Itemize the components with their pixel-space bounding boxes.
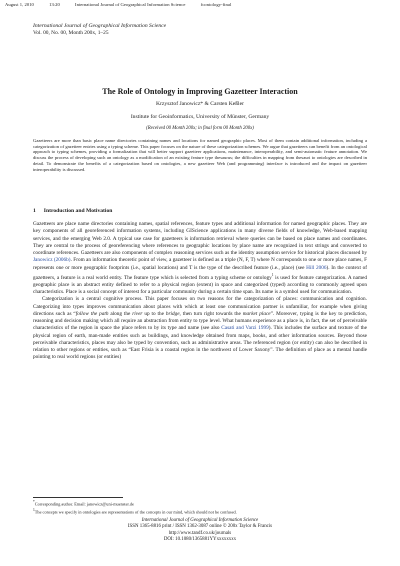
- text-run: . From an information theoretic point of view, a gazetteer is defined as a triple (N, F, T) where N corresponds to one or more place names, F represents one or more geographic footprints (i.e., spatial locations) and T is the type of the described feature (i.e., place) (see: [33, 257, 367, 271]
- text-run: Gazetteers are place name directories containing names, spatial references, feature types and additional information for named geographic places. They are key components of all georeferenced information systems, including GIScience applications in many diverse fields of knowledge, Web-based mapping services, and the emerging Web 2.0. A typical use case for gazetteers is information retrieval where queries can be based on place names and coordinates. They are central to the process of georeferencing where references to geographic locations by place name are recognized in text strings and converted to coordinate references. Gazetteers are also components of complex reasoning services such as the identity assumption service for historical places discussed by: [33, 221, 367, 256]
- text-run: Categorization is a central cognitive process. This paper focuses on two reasons for the categorization of places: communication and cognition. Categorizing into types improves communication about places with which at least one communication partner is unfamiliar, for example when giving directions such as “: [33, 296, 367, 317]
- text-run: , then turn right towards the: [179, 310, 243, 317]
- received-line: (Received 00 Month 200x; in final form 00 Month 200x): [146, 126, 254, 131]
- text-run: along the: [108, 310, 133, 317]
- citation-link[interactable]: Janowicz (2006b): [33, 257, 71, 264]
- body-text: [33, 221, 367, 362]
- running-header-journal: International Journal of Geographical Information Science: [75, 2, 186, 7]
- footnote-mark: *: [33, 500, 35, 504]
- footnote-text: Corresponding author. Email: janowicz@uni-muenster.de: [34, 501, 134, 507]
- footnote-1: [33, 500, 367, 506]
- text-run: ). In the context of gazetteers, a feature is a real world entity. The feature type which is selected from a typing scheme or ontology: [33, 264, 367, 281]
- section-number: 1: [33, 208, 36, 214]
- paragraph-1: [33, 221, 367, 296]
- text-run: ”. Moreover, typing is the key to prediction, reasoning and decision making which all require an abstraction from entity to type level. What humans experience as a place is, in fact, the set of perceivable characteristics of the region in space the place refers to by its type and name (see also: [33, 310, 367, 332]
- paragraph-2: [33, 296, 367, 361]
- paper-title: The Role of Ontology in Improving Gazetteer Interaction: [102, 87, 298, 96]
- footnote-text: The concepts we specify in ontologies are representations of the concepts in our mind, which should not be confused.: [34, 509, 237, 515]
- citation-link[interactable]: Hill 2006: [306, 264, 327, 271]
- footnote-mark: 1: [33, 508, 35, 512]
- authors: Krzysztof Janowicz* & Carsten Keßler: [156, 101, 244, 107]
- footer-journal: International Journal of Geographical Information Science: [141, 518, 259, 523]
- section-heading: [33, 208, 112, 214]
- footnote-rule: [33, 497, 123, 498]
- footnote-2: [33, 508, 367, 514]
- section-title: Introduction and Motivation: [43, 208, 113, 214]
- footer-doi: DOI: 10.1080/1365881YYxxxxxxxx: [163, 536, 237, 542]
- emphasis: river: [132, 310, 143, 317]
- volume-line: Vol. 00, No. 00, Month 200x, 1–25: [33, 30, 109, 36]
- text-run: up to the: [142, 310, 166, 317]
- journal-name: International Journal of Geographical Information Science: [33, 23, 167, 29]
- running-header-file: fcontology-final: [200, 2, 232, 7]
- running-header-date: August 1, 2010: [5, 2, 34, 7]
- affiliation: Institute for Geoinformatics, University of Münster, Germany: [130, 114, 270, 120]
- emphasis: follow the path: [75, 310, 109, 317]
- text-run: ). This includes the surface and texture of the physical region of earth, man-made entities such as buildings, and knowledge obtained from maps, books, and other information sources. Beyond those perceivable characteristics, places may also be typed by convention, such as administrative areas. The referenced region (or entity) can also be described in relation to other regions or entities, such as “East Frisia is a coastal region in the northwest of Lower Saxony”. The definition of place as a mental handle pointing to real world regions (or entities): [33, 325, 368, 361]
- footnote-ref: 1: [271, 272, 274, 277]
- running-header-time: 13:20: [49, 2, 60, 7]
- text-run: is used for feature categorization. A named geographic place is an abstract entity defined to refer to a physical region (extent) in space and categorized (typed) according to commonly agreed upon characteristics. Place is a social concept of interest for a particular community during a certain time span. Its name is a symbol used for communication.: [33, 274, 367, 295]
- citation-link[interactable]: Casati and Varzi 1999: [221, 325, 269, 332]
- footer-url[interactable]: http://www.tandf.co.uk/journals: [168, 530, 232, 536]
- emphasis: bridge: [165, 310, 180, 317]
- page-footer: [0, 518, 400, 543]
- running-header: [5, 2, 245, 7]
- emphasis: market place: [242, 310, 271, 317]
- footer-issn: ISSN 1365-8816 print / ISSN 1362-3087 online © 200x Taylor & Francis: [127, 524, 273, 530]
- abstract: Gazetteers are more than basic place name directories containing names and locations for named geographic places. Most of them contain additional information, including a categorization of gazetteer entries using a typing scheme. This paper focuses on the nature of these categorization schemes. We argue that gazetteers can benefit from an ontological approach to typing schemes, providing a formalization that will better support gazetteer applications, maintenance, interoperability, and semi-automatic feature annotation. We discuss the process of developing such an ontology as a modification of an existing feature type thesaurus; the difficulties in mapping from thesauri to ontologies are described in detail. To demonstrate the benefits of a categorization based on ontologies, a new gazetteer Web (and programming) interface is introduced and the impact on gazetteer interoperability is discussed.: [33, 138, 367, 172]
